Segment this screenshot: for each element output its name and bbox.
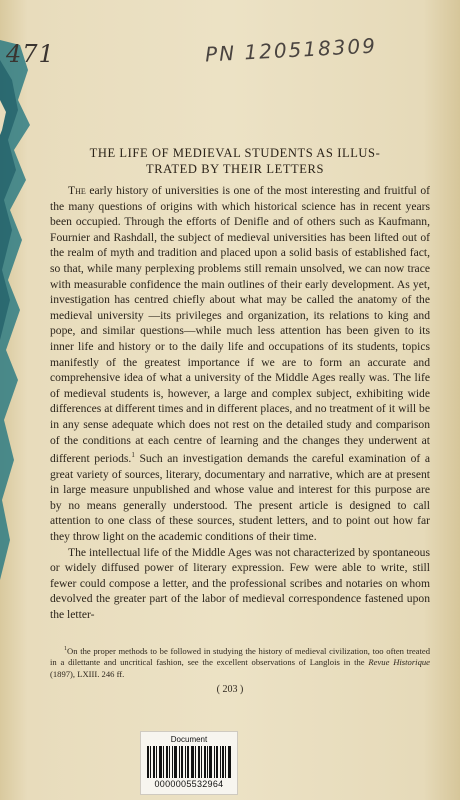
article-body — [50, 183, 430, 622]
barcode-title: Document — [170, 735, 208, 744]
barcode-number: 0000005532964 — [154, 779, 224, 789]
barcode-sticker — [140, 731, 238, 795]
paragraph-1-text: early history of universities is one of the most interesting and fruitful of the many questions of origins with which historical science has in recent years been occupied. Through the efforts of Denifle and of others such as Kaufmann, Fournier and Rashdall, the subject of medieval universities has been lifted out of the realm of myth and tradition and placed upon a solid basis of established fact, so that, while many perplexing problems still remain unsolved, we can now trace with measurable confidence the main outlines of their early development. As yet, investigation has centred chiefly about what may be called the anatomy of the medieval university —its privileges and organization, its relations to king and pope, and similar questions—while much less attention has been given to its inner life and history or to the daily life and occupations of its students, topics manifestly of the greatest importance if we are to form an accurate and comprehensive idea of what a university of the Middle Ages really was. The life of medieval students is, however, a large and complex subject, exhibiting wide differences at different times and in different places, and no treatment of it will be in any sense adequate which does not rest on the detailed study and comparison of the conditions at each centre of learning and the changes they underwent at different periods. — [50, 184, 430, 465]
handwritten-call-number: PN 120518309 — [204, 33, 378, 67]
paragraph-1-continued: Such an investigation demands the careful examination of a great variety of sources, literary, documentary and narrative, which are at present in large measure unpublished and whose value and interest for this purpose are by no means generally understood. The present article is designed to call attention to one class of these sources, student letters, and to point out how far they throw light on the academic conditions of their time. — [50, 451, 430, 543]
paragraph-2: The intellectual life of the Middle Ages was not characterized by spontaneous or widely diffused power of literary expression. Few were able to write, still fewer could compose a letter, and the professional scribes and notaries on whom devolved the greater part of the labor of medieval correspondence fastened upon the letter- — [50, 545, 430, 621]
barcode-icon — [147, 746, 231, 778]
footnote — [50, 644, 430, 681]
article-title — [40, 145, 430, 177]
footnote-journal: Revue Historique — [368, 657, 430, 668]
footnote-number: 1 — [64, 646, 67, 652]
footnote-reference: (1897), LXIII. 246 ff. — [50, 669, 125, 680]
title-line-1: THE LIFE OF MEDIEVAL STUDENTS AS ILLUS- — [89, 146, 381, 160]
footnote-text: On the proper methods to be followed in studying the history of medieval civilization, too often treated in a dilettante and uncritical fashion, see the excellent observations of Langlois in the — [50, 645, 430, 668]
paragraph-1 — [50, 183, 430, 545]
torn-edge-stain — [0, 40, 38, 640]
page-number: ( 203 ) — [216, 684, 244, 695]
drop-lead-word: The — [68, 184, 86, 197]
title-line-2: TRATED BY THEIR LETTERS — [145, 162, 325, 176]
handwritten-number: 471 — [6, 40, 55, 68]
footnote-marker: 1 — [131, 451, 135, 460]
